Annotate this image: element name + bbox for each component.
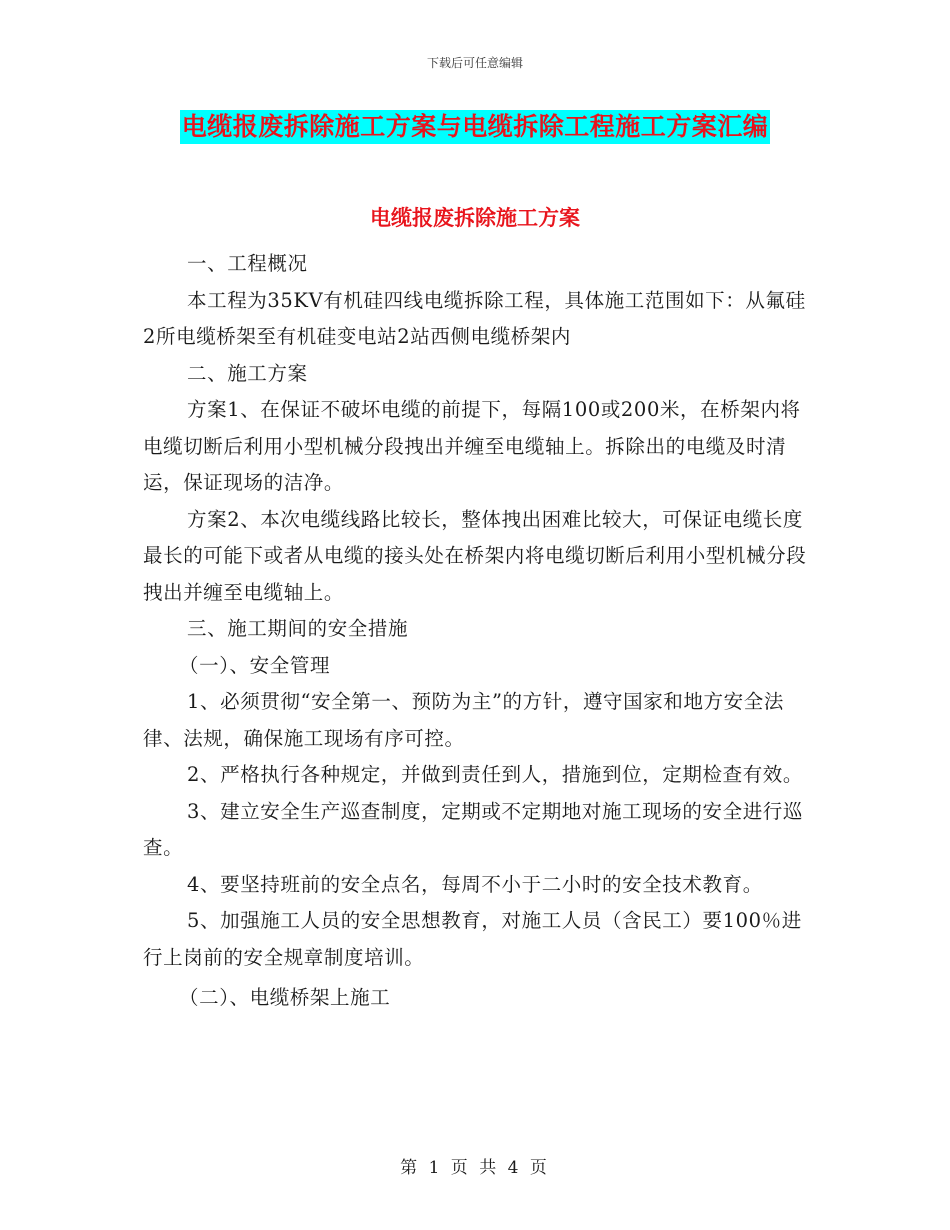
paragraph-project-scope: 本工程为35KV有机硅四线电缆拆除工程，具体施工范围如下：从氟硅2所电缆桥架至有机硅变电站2站西侧电缆桥架内: [143, 288, 806, 348]
list-item-safety-3: 3、建立安全生产巡查制度，定期或不定期地对施工现场的安全进行巡查。: [143, 799, 804, 859]
document-body: [143, 246, 813, 1017]
document-title: 电缆报废拆除施工方案与电缆拆除工程施工方案汇编: [180, 110, 771, 144]
paragraph-plan-2: 方案2、本次电缆线路比较长，整体拽出困难比较大，可保证电缆长度最长的可能下或者从电缆的接头处在桥架内将电缆切断后利用小型机械分段拽出并缠至电缆轴上。: [143, 507, 807, 604]
paragraph-plan-1: 方案1、在保证不破坏电缆的前提下，每隔100或200米，在桥架内将电缆切断后利用小型机械分段拽出并缠至电缆轴上。拆除出的电缆及时清运，保证现场的洁净。: [143, 398, 801, 494]
list-item-safety-1: 1、必须贯彻“安全第一、预防为主”的方针，遵守国家和地方安全法律、法规，确保施工现场有序可控。: [143, 690, 784, 750]
section-title: 电缆报废拆除施工方案: [370, 205, 580, 230]
page-number-footer: 第 1 页 共 4 页: [400, 1158, 550, 1178]
document-title-container: [0, 110, 950, 144]
heading-safety-measures: 三、施工期间的安全措施: [187, 617, 409, 640]
page-header-note: 下载后可任意编辑: [426, 56, 523, 70]
list-item-safety-5: 5、加强施工人员的安全思想教育，对施工人员（含民工）要100％进行上岗前的安全规章制度培训。: [143, 909, 802, 969]
list-item-safety-2: 2、严格执行各种规定，并做到责任到人，措施到位，定期检查有效。: [187, 763, 804, 786]
subheading-safety-management: （一）、安全管理: [179, 653, 331, 677]
heading-project-overview: 一、工程概况: [187, 252, 308, 275]
subheading-cable-tray-work: （二）、电缆桥架上施工: [179, 986, 391, 1009]
list-item-safety-4: 4、要坚持班前的安全点名，每周不小于二小时的安全技术教育。: [187, 872, 763, 896]
heading-construction-plan: 二、施工方案: [187, 361, 308, 385]
